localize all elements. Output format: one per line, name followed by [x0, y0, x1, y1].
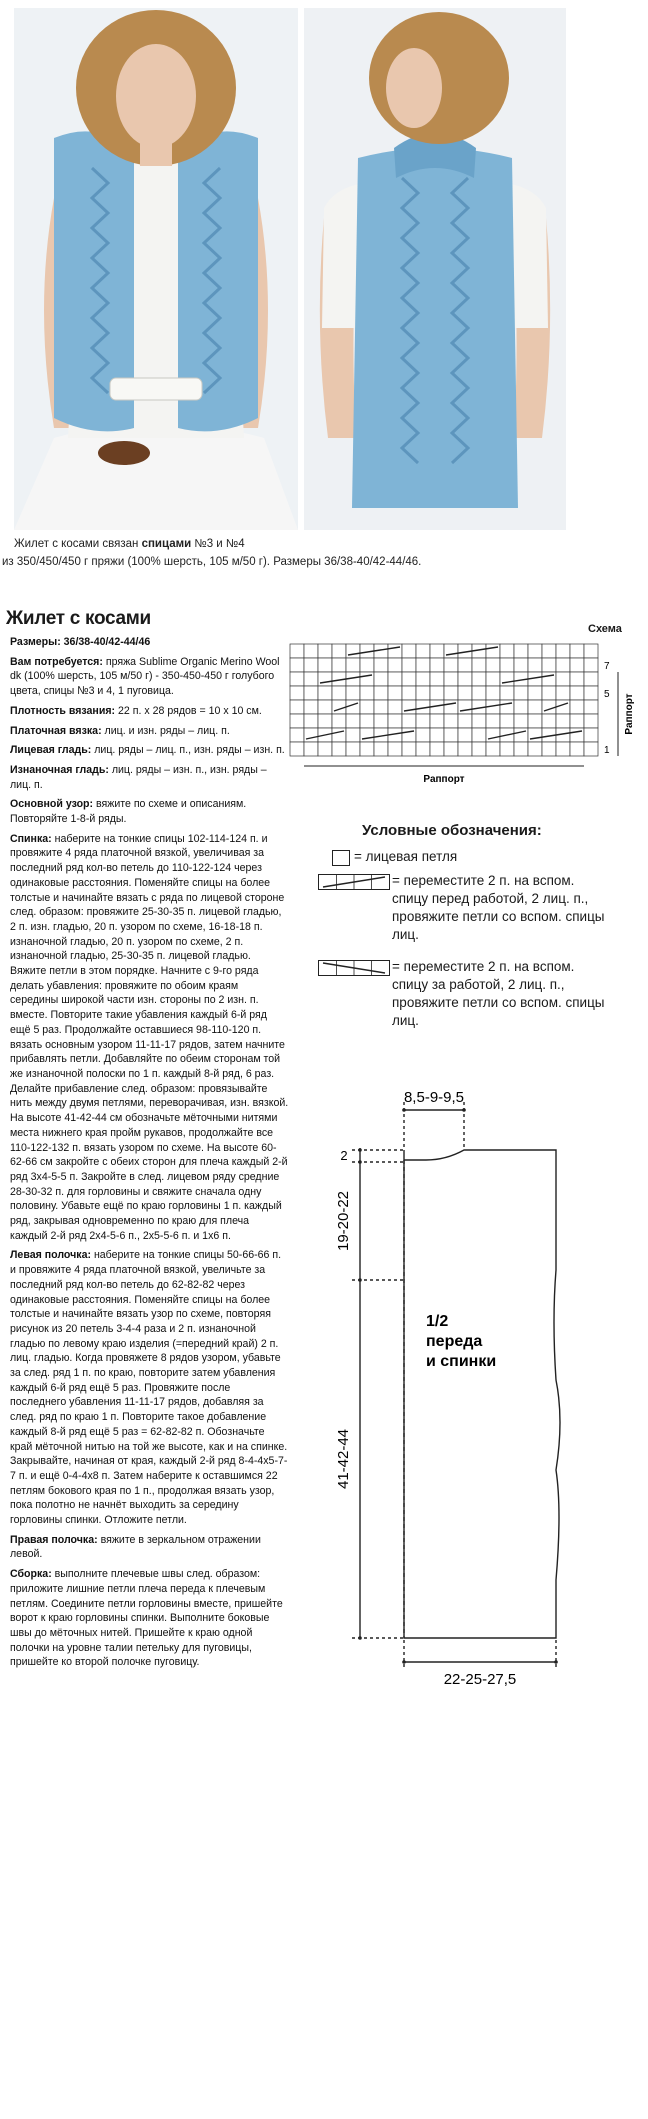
chart-cell: [584, 728, 598, 742]
chart-cell: [318, 658, 332, 672]
chart-cell: [346, 644, 360, 658]
chart-cell: [332, 728, 346, 742]
chart-cell: [528, 700, 542, 714]
chart-cell: [430, 686, 444, 700]
chart-cell: [318, 644, 332, 658]
instruction-paragraph: [10, 743, 289, 758]
paragraph-text: пряжа Sublime Organic Merino Wool dk (100% шерсть, 105 м/50 г) - 350-450-450 г голубого цвета, спицы №3 и 4, 1 пуговица.: [10, 655, 280, 698]
chart-cell: [402, 742, 416, 756]
instruction-paragraph: [10, 1248, 289, 1527]
chart-cell: [500, 714, 514, 728]
paragraph-text: вяжите по схеме и описаниям. Повторяйте 1-8-й ряды.: [10, 798, 247, 826]
chart-cell: [584, 686, 598, 700]
chart-cell: [430, 728, 444, 742]
chart-cell: [542, 686, 556, 700]
chart-cell: [416, 742, 430, 756]
chart-cell: [346, 658, 360, 672]
chart-cell: [430, 658, 444, 672]
paragraph-text: лиц. ряды – лиц. п., изн. ряды – изн. п.: [91, 744, 285, 757]
chart-cell: [374, 714, 388, 728]
chart-cell: [304, 714, 318, 728]
chart-cell: [500, 658, 514, 672]
body-measure: 41-42-44: [335, 1428, 352, 1490]
chart-cell: [290, 728, 304, 742]
paragraph-label: Изнаночная гладь:: [10, 763, 109, 776]
chart-cell: [318, 672, 332, 686]
chart-cell: [416, 658, 430, 672]
chart-cell: [430, 742, 444, 756]
schematic-label-3: и спинки: [426, 1353, 497, 1370]
chart-cell: [318, 742, 332, 756]
chart-cell: [584, 714, 598, 728]
chart-cell: [318, 686, 332, 700]
chart-cell: [332, 686, 346, 700]
paragraph-text: лиц. и изн. ряды – лиц. п.: [101, 724, 230, 737]
chart-cell: [458, 672, 472, 686]
chart-cell: [346, 742, 360, 756]
chart-cell: [528, 644, 542, 658]
chart-cell: [514, 658, 528, 672]
chart-cell: [500, 700, 514, 714]
chart-xlabel: Раппорт: [423, 774, 465, 785]
chart-cell: [556, 644, 570, 658]
paragraph-label: Лицевая гладь:: [10, 744, 92, 757]
chart-cell: [388, 714, 402, 728]
symbol-strokes: [319, 961, 389, 975]
legend-item-text: = переместите 2 п. на вспом. спицу за работой, 2 лиц. п., провяжите петли со вспом. спицы лиц.: [392, 959, 605, 1028]
chart-cell: [514, 700, 528, 714]
model-front-photo: [14, 8, 298, 530]
chart-cell: [360, 686, 374, 700]
chart-cell: [514, 686, 528, 700]
chart-cell: [360, 700, 374, 714]
chart-cell: [584, 644, 598, 658]
chart-cell: [332, 644, 346, 658]
chart-cell: [444, 742, 458, 756]
chart-cell: [584, 672, 598, 686]
chart-cell: [458, 742, 472, 756]
chart-cell: [458, 658, 472, 672]
chart-cell: [318, 714, 332, 728]
chart-cell: [304, 658, 318, 672]
chart-cell: [542, 714, 556, 728]
chart-cell: [430, 672, 444, 686]
chart-cell: [346, 686, 360, 700]
chart-cell: [486, 714, 500, 728]
chart-cell: [542, 644, 556, 658]
chart-cell: [584, 700, 598, 714]
chart-cell: [374, 742, 388, 756]
chart-cell: [444, 700, 458, 714]
chart-cell: [374, 658, 388, 672]
chart-cell: [360, 672, 374, 686]
chart-cell: [542, 658, 556, 672]
knitting-chart: [288, 636, 635, 786]
cable-back-symbol: [318, 960, 390, 976]
paragraph-text: выполните плечевые швы след. образом: приложите лишние петли плеча переда к плечевым петлям. Соедините петли горловины вместе, пришейте ворот к краю горловины спинки. Выполните боковые швы до мёточных нитей. Пришейте к краю одной полочки на уровне талии петельку для пуговицы, пришейте ко второй полочке пуговицу.: [10, 1568, 283, 1669]
chart-cell: [472, 672, 486, 686]
instruction-paragraph: [10, 635, 289, 650]
instruction-paragraph: [10, 763, 289, 792]
cable-front-symbol: [318, 874, 390, 890]
chart-row-label: 1: [604, 745, 610, 756]
caption-suffix: №3 и №4: [191, 538, 245, 550]
caption-prefix: Жилет с косами связан: [14, 538, 142, 550]
article-title: Жилет с косами: [6, 608, 151, 629]
paragraph-label: Плотность вязания:: [10, 704, 116, 717]
chart-cell: [290, 714, 304, 728]
chart-cell: [360, 728, 374, 742]
paragraph-label: Размеры: 36/38-40/42-44/46: [10, 636, 151, 648]
chart-cell: [486, 658, 500, 672]
chart-cell: [444, 658, 458, 672]
paragraph-text: 22 п. х 28 рядов = 10 х 10 см.: [115, 704, 262, 717]
chart-cell: [332, 742, 346, 756]
chart-cell: [290, 686, 304, 700]
instruction-paragraph: [10, 724, 289, 739]
chart-cell: [290, 644, 304, 658]
chart-cell: [556, 686, 570, 700]
chart-cell: [416, 686, 430, 700]
chart-cell: [486, 742, 500, 756]
chart-cell: [402, 686, 416, 700]
chart-cell: [402, 644, 416, 658]
chart-cell: [486, 686, 500, 700]
chart-cell: [472, 658, 486, 672]
paragraph-text: вяжите в зеркальном отражении левой.: [10, 1533, 261, 1561]
chart-row-label: 7: [604, 661, 610, 672]
chart-cell: [304, 728, 318, 742]
chart-cell: [486, 728, 500, 742]
chart-cell: [458, 714, 472, 728]
chart-cell: [374, 672, 388, 686]
chart-cell: [388, 742, 402, 756]
chart-cell: [416, 728, 430, 742]
chart-ylabel: Раппорт: [624, 693, 635, 735]
neck-measure: 2: [340, 1148, 348, 1163]
schematic-outline: [404, 1150, 560, 1638]
photo-caption-line1: [14, 537, 245, 552]
chart-cell: [458, 728, 472, 742]
chart-cell: [514, 644, 528, 658]
chart-cell: [570, 686, 584, 700]
chart-cell: [528, 742, 542, 756]
chart-cell: [402, 728, 416, 742]
armhole-measure: 19-20-22: [335, 1190, 352, 1252]
chart-cell: [500, 672, 514, 686]
chart-cell: [528, 728, 542, 742]
top-measure: 8,5-9-9,5: [403, 1089, 465, 1106]
schematic-label-1: 1/2: [426, 1313, 449, 1330]
chart-cell: [402, 714, 416, 728]
paragraph-label: Левая полочка:: [10, 1249, 91, 1262]
chart-cell: [388, 686, 402, 700]
model-front-illustration: [14, 8, 298, 530]
chart-cell: [444, 714, 458, 728]
chart-cell: [332, 714, 346, 728]
chart-cell: [500, 644, 514, 658]
legend-item-text: = переместите 2 п. на вспом. спицу перед работой, 2 лиц. п., провяжите петли со вспом. спицы лиц.: [392, 873, 605, 942]
chart-cell: [374, 700, 388, 714]
chart-cell: [556, 742, 570, 756]
chart-cell: [402, 658, 416, 672]
chart-cell: [514, 742, 528, 756]
chart-cell: [472, 714, 486, 728]
chart-cell: [388, 672, 402, 686]
chart-cell: [304, 672, 318, 686]
chart-cell: [556, 714, 570, 728]
bottom-measure: 22-25-27,5: [443, 1671, 517, 1688]
chart-cell: [570, 700, 584, 714]
chart-cell: [360, 742, 374, 756]
chart-cell: [570, 714, 584, 728]
paragraph-text: наберите на тонкие спицы 50-66-66 п. и провяжите 4 ряда платочной вязкой, увеличьте за последний ряд кол-во петель до 62-82-82 через одинаковые расстояния. Поменяйте спицы на более толстые и начинайте вязать узор по схеме, повторяя рисунок из 20 петель 3-4-4 раза и 2 п. изнаночной гладью по левому краю изделия (=передний край) 2 п. лиц. гладью. Когда провяжете 8 рядов узором, убавьте за след. ряд 1 п. по краю, повторите затем убавления каждый 6-й ряд ещё 5 раз. Провяжите после последнего убавления 11-11-17 рядов, добавляя за след. ряд по краю 1 п. Повторите такое добавление каждый 8-й ряд ещё 5 раз = 62-82-82 п. Обозначьте край мёточной нитью на той же высоте, как и на спинке. Закрывайте, начиная от края, каждый 2-й ряд 8-4-4х5-7-7 п. и ещё 0-4-4х8 п. Затем наберите к оставшимся 22 петлям бокового края по 1 п., продолжая вязать узор, пока полотно не начнёт выходить за середину горловины спинки. Отложите петли.: [10, 1249, 288, 1527]
chart-cell: [290, 658, 304, 672]
legend-title: Условные обозначения:: [362, 822, 542, 839]
symbol-strokes: [319, 875, 389, 889]
chart-cell: [500, 686, 514, 700]
chart-cell: [416, 714, 430, 728]
chart-cell: [374, 686, 388, 700]
chart-title: Схема: [588, 623, 622, 635]
chart-cell: [402, 700, 416, 714]
chart-cell: [388, 644, 402, 658]
chart-cell: [570, 658, 584, 672]
chart-cell: [514, 728, 528, 742]
chart-cell: [472, 742, 486, 756]
chart-cell: [290, 742, 304, 756]
chart-cell: [500, 742, 514, 756]
chart-cell: [444, 728, 458, 742]
instruction-paragraph: [10, 797, 289, 826]
instruction-paragraph: [10, 1533, 289, 1562]
chart-cell: [570, 672, 584, 686]
chart-cell: [290, 672, 304, 686]
chart-cell: [430, 644, 444, 658]
model-back-photo: [304, 8, 566, 530]
paragraph-label: Правая полочка:: [10, 1533, 98, 1546]
knit-stitch-symbol: [332, 850, 350, 866]
instructions-column: [10, 635, 289, 1675]
chart-cell: [332, 658, 346, 672]
chart-cell: [304, 686, 318, 700]
chart-cell: [472, 686, 486, 700]
chart-cell: [444, 672, 458, 686]
paragraph-label: Сборка:: [10, 1568, 52, 1581]
chart-cell: [584, 742, 598, 756]
chart-row-label: 5: [604, 689, 610, 700]
chart-cell: [472, 728, 486, 742]
chart-cell: [444, 686, 458, 700]
paragraph-label: Платочная вязка:: [10, 724, 102, 737]
chart-cell: [458, 686, 472, 700]
chart-cell: [528, 658, 542, 672]
chart-cell: [416, 672, 430, 686]
chart-cell: [304, 742, 318, 756]
photo-caption-line2: из 350/450/450 г пряжи (100% шерсть, 105 м/50 г). Размеры 36/38-40/42-44/46.: [2, 556, 422, 568]
chart-cell: [528, 686, 542, 700]
chart-cell: [570, 742, 584, 756]
model-back-illustration: [304, 8, 566, 530]
chart-cell: [570, 728, 584, 742]
instruction-paragraph: [10, 704, 289, 719]
chart-cell: [402, 672, 416, 686]
chart-cell: [486, 672, 500, 686]
chart-cell: [304, 644, 318, 658]
chart-cell: [486, 644, 500, 658]
paragraph-text: лиц. ряды – изн. п., изн. ряды – лиц. п.: [10, 763, 267, 791]
chart-cell: [388, 700, 402, 714]
schematic-label-2: переда: [426, 1333, 483, 1350]
chart-cell: [430, 714, 444, 728]
instruction-paragraph: [10, 832, 289, 1244]
chart-cell: [388, 658, 402, 672]
chart-cell: [360, 658, 374, 672]
chart-cell: [444, 644, 458, 658]
paragraph-label: Вам потребуется:: [10, 655, 103, 668]
paragraph-label: Основной узор:: [10, 798, 94, 811]
garment-schematic: [326, 1090, 576, 1690]
instruction-paragraph: [10, 1567, 289, 1670]
chart-cell: [290, 700, 304, 714]
instruction-paragraph: [10, 655, 289, 699]
legend-item-text: = лицевая петля: [354, 849, 458, 864]
chart-cell: [304, 700, 318, 714]
chart-cell: [570, 644, 584, 658]
chart-cell: [346, 714, 360, 728]
chart-cell: [458, 700, 472, 714]
chart-cell: [514, 714, 528, 728]
caption-bold: спицами: [141, 538, 192, 550]
chart-cell: [542, 672, 556, 686]
chart-cell: [556, 658, 570, 672]
chart-cell: [528, 714, 542, 728]
chart-cell: [556, 672, 570, 686]
chart-cell: [416, 644, 430, 658]
paragraph-text: наберите на тонкие спицы 102-114-124 п. и провяжите 4 ряда платочной вязкой, увеличивая за последний ряд кол-во петель до 110-122-124 через одинаковые расстояния. Поменяйте спицы на более толстые и начинайте вязать с ряда по лицевой стороне след. образом: провяжите 25-30-35 п. лицевой гладью, 2 п. изн. гладью, 20 п. узором по схеме, 16-18-18 п. изнаночной гладью, 20 п. узором по схеме, 2 п. изнаночной гладью, 25-30-35 п. лицевой гладью. Вяжите петли в этом порядке. Начните с 9-го ряда делать убавления: провяжите по обоим краям середины широкой части изн. стороны по 2 изн. п. вместе. Повторите такие убавления каждый 6-й ряд ещё 5 раз. Продолжайте оставшиеся 98-110-120 п. вязать основным узором 11-11-17 рядов, затем начните прибавлять петли. Добавляйте по обеим сторонам той же изнаночной полоски по 1 п. каждый 8-й ряд, 6 раз. Делайте прибавление след. образом: провязывайте нить между двумя петлями, переворачивая, изн. вязкой. На высоте 41-42-44 см обозначьте мёточными нитями места нижнего края пройм рукавов, продолжайте все 110-122-132 п. вязать узором по схеме. На высоте 60-62-66 см закройте с обеих сторон для плеча каждый 2-й ряд 3х4-5-5 п. Закройте в след. лицевом ряду средние 28-30-32 п. для горловины и свяжите сначала одну половину. Убавьте ещё по краю горловины 1 п. каждый ряд, закрывая одновременно по краю для плеча каждый 2-й ряд 2х4-5-6 п., 2х5-5-6 п. и 1х6 п.: [10, 832, 289, 1242]
chart-cell: [318, 700, 332, 714]
chart-cell: [346, 728, 360, 742]
chart-cell: [542, 742, 556, 756]
chart-cell: [360, 714, 374, 728]
chart-cell: [584, 658, 598, 672]
paragraph-label: Спинка:: [10, 832, 52, 845]
